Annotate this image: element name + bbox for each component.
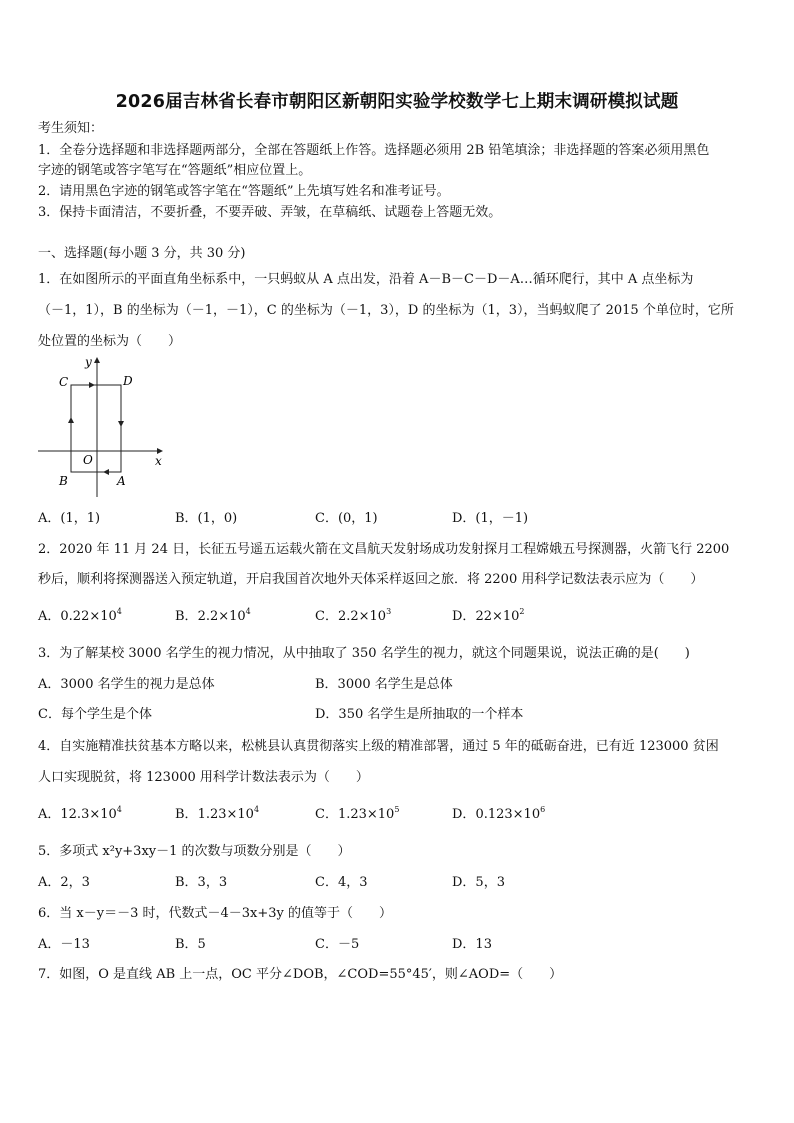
notice-item-3: 3．保持卡面清洁，不要折叠，不要弄破、弄皱，在草稿纸、试题卷上答题无效。: [38, 205, 502, 220]
q4-text-line-2: 人口实现脱贫，将 123000 用科学计数法表示为（ ）: [38, 770, 369, 785]
notice-item-1: 1．全卷分选择题和非选择题两部分，全部在答题纸上作答。选择题必须用 2B 铅笔填涂；非选择题的答案必须用黑色: [38, 143, 710, 158]
q4-text-line-1: 4．自实施精准扶贫基本方略以来，松桃县认真贯彻落实上级的精准部署，通过 5 年的砥砺奋进，已有近 123000 贫困: [38, 739, 719, 754]
q5-option-b[interactable]: B．3，3: [175, 875, 228, 890]
label-b: B: [59, 474, 68, 488]
q2-option-b[interactable]: B．$2.2\times 10^4$: [175, 607, 251, 624]
q6-option-c[interactable]: C．－5: [315, 937, 360, 952]
label-y: y: [85, 355, 92, 369]
q2-option-d[interactable]: D．$22\times 10^2$: [452, 607, 525, 624]
label-a: A: [117, 474, 126, 488]
q6-option-d[interactable]: D．13: [452, 937, 492, 952]
q1-text-line-2: （－1，1），B 的坐标为（－1，－1），C 的坐标为（－1，3），D 的坐标为（1，3），当蚂蚁爬了 2015 个单位时，它所: [38, 303, 734, 318]
q1-option-c[interactable]: C．(0，1): [315, 511, 378, 526]
q1-text-line-1: 1．在如图所示的平面直角坐标系中，一只蚂蚁从 A 点出发，沿着 A－B－C－D－A…循环爬行，其中 A 点坐标为: [38, 272, 694, 287]
coordinate-diagram: [34, 352, 169, 497]
label-d: D: [123, 374, 133, 388]
q5-option-a[interactable]: A．2，3: [38, 875, 90, 890]
label-c: C: [59, 375, 69, 389]
q2-option-c[interactable]: C．$2.2\times 10^3$: [315, 607, 392, 624]
notice-item-1-cont: 字迹的钢笔或答字笔写在“答题纸”相应位置上。: [38, 163, 312, 178]
q3-option-c[interactable]: C．每个学生是个体: [38, 707, 152, 722]
q4-option-a[interactable]: A．$12.3\times 10^4$: [38, 805, 122, 822]
q3-option-b[interactable]: B．3000 名学生是总体: [315, 677, 453, 692]
section-heading: 一、选择题(每小题 3 分，共 30 分): [38, 246, 246, 261]
q1-text-line-3: 处位置的坐标为（ ）: [38, 334, 182, 349]
q6-option-b[interactable]: B．5: [175, 937, 206, 952]
q4-option-b[interactable]: B．$1.23\times 10^4$: [175, 805, 260, 822]
q4-option-d[interactable]: D．$0.123\times 10^6$: [452, 805, 546, 822]
q3-option-a[interactable]: A．3000 名学生的视力是总体: [38, 677, 215, 692]
q1-option-d[interactable]: D．(1，－1): [452, 511, 529, 526]
q2-option-a[interactable]: A．$0.22\times 10^4$: [38, 607, 122, 624]
path-rectangle: [71, 385, 121, 472]
q7-text-line-1: 7．如图，O 是直线 AB 上一点，OC 平分∠DOB，∠COD=55°45′，则∠AOD=（ ）: [38, 967, 563, 982]
q3-text-line-1: 3．为了解某校 3000 名学生的视力情况，从中抽取了 350 名学生的视力，就这个同题果说，说法正确的是( ): [38, 646, 690, 661]
q2-text-line-1: 2．2020 年 11 月 24 日，长征五号遥五运载火箭在文昌航天发射场成功发射探月工程嫦娥五号探测器，火箭飞行 2200: [38, 542, 730, 557]
q5-option-c[interactable]: C．4，3: [315, 875, 368, 890]
page-title: 2026届吉林省长春市朝阳区新朝阳实验学校数学七上期末调研模拟试题: [115, 92, 679, 112]
q1-option-b[interactable]: B．(1，0): [175, 511, 238, 526]
q4-option-c[interactable]: C．$1.23\times 10^5$: [315, 805, 400, 822]
notice-item-2: 2．请用黑色字迹的钢笔或答字笔在“答题纸”上先填写姓名和准考证号。: [38, 184, 450, 199]
q2-text-line-2: 秒后，顺利将探测器送入预定轨道，开启我国首次地外天体采样返回之旅．将 2200 用科学记数法表示应为（ ）: [38, 572, 704, 587]
q6-option-a[interactable]: A．－13: [38, 937, 90, 952]
q5-text-line-1: 5．多项式 x²y+3xy－1 的次数与项数分别是（ ）: [38, 844, 351, 859]
label-x: x: [155, 454, 162, 468]
label-o: O: [83, 453, 93, 467]
q6-text-line-1: 6．当 x－y＝－3 时，代数式－4－3x+3y 的值等于（ ）: [38, 906, 392, 921]
q3-option-d[interactable]: D．350 名学生是所抽取的一个样本: [315, 707, 524, 722]
q5-option-d[interactable]: D．5，3: [452, 875, 505, 890]
notice-heading: 考生须知：: [38, 121, 104, 136]
q1-option-a[interactable]: A．(1，1): [38, 511, 101, 526]
